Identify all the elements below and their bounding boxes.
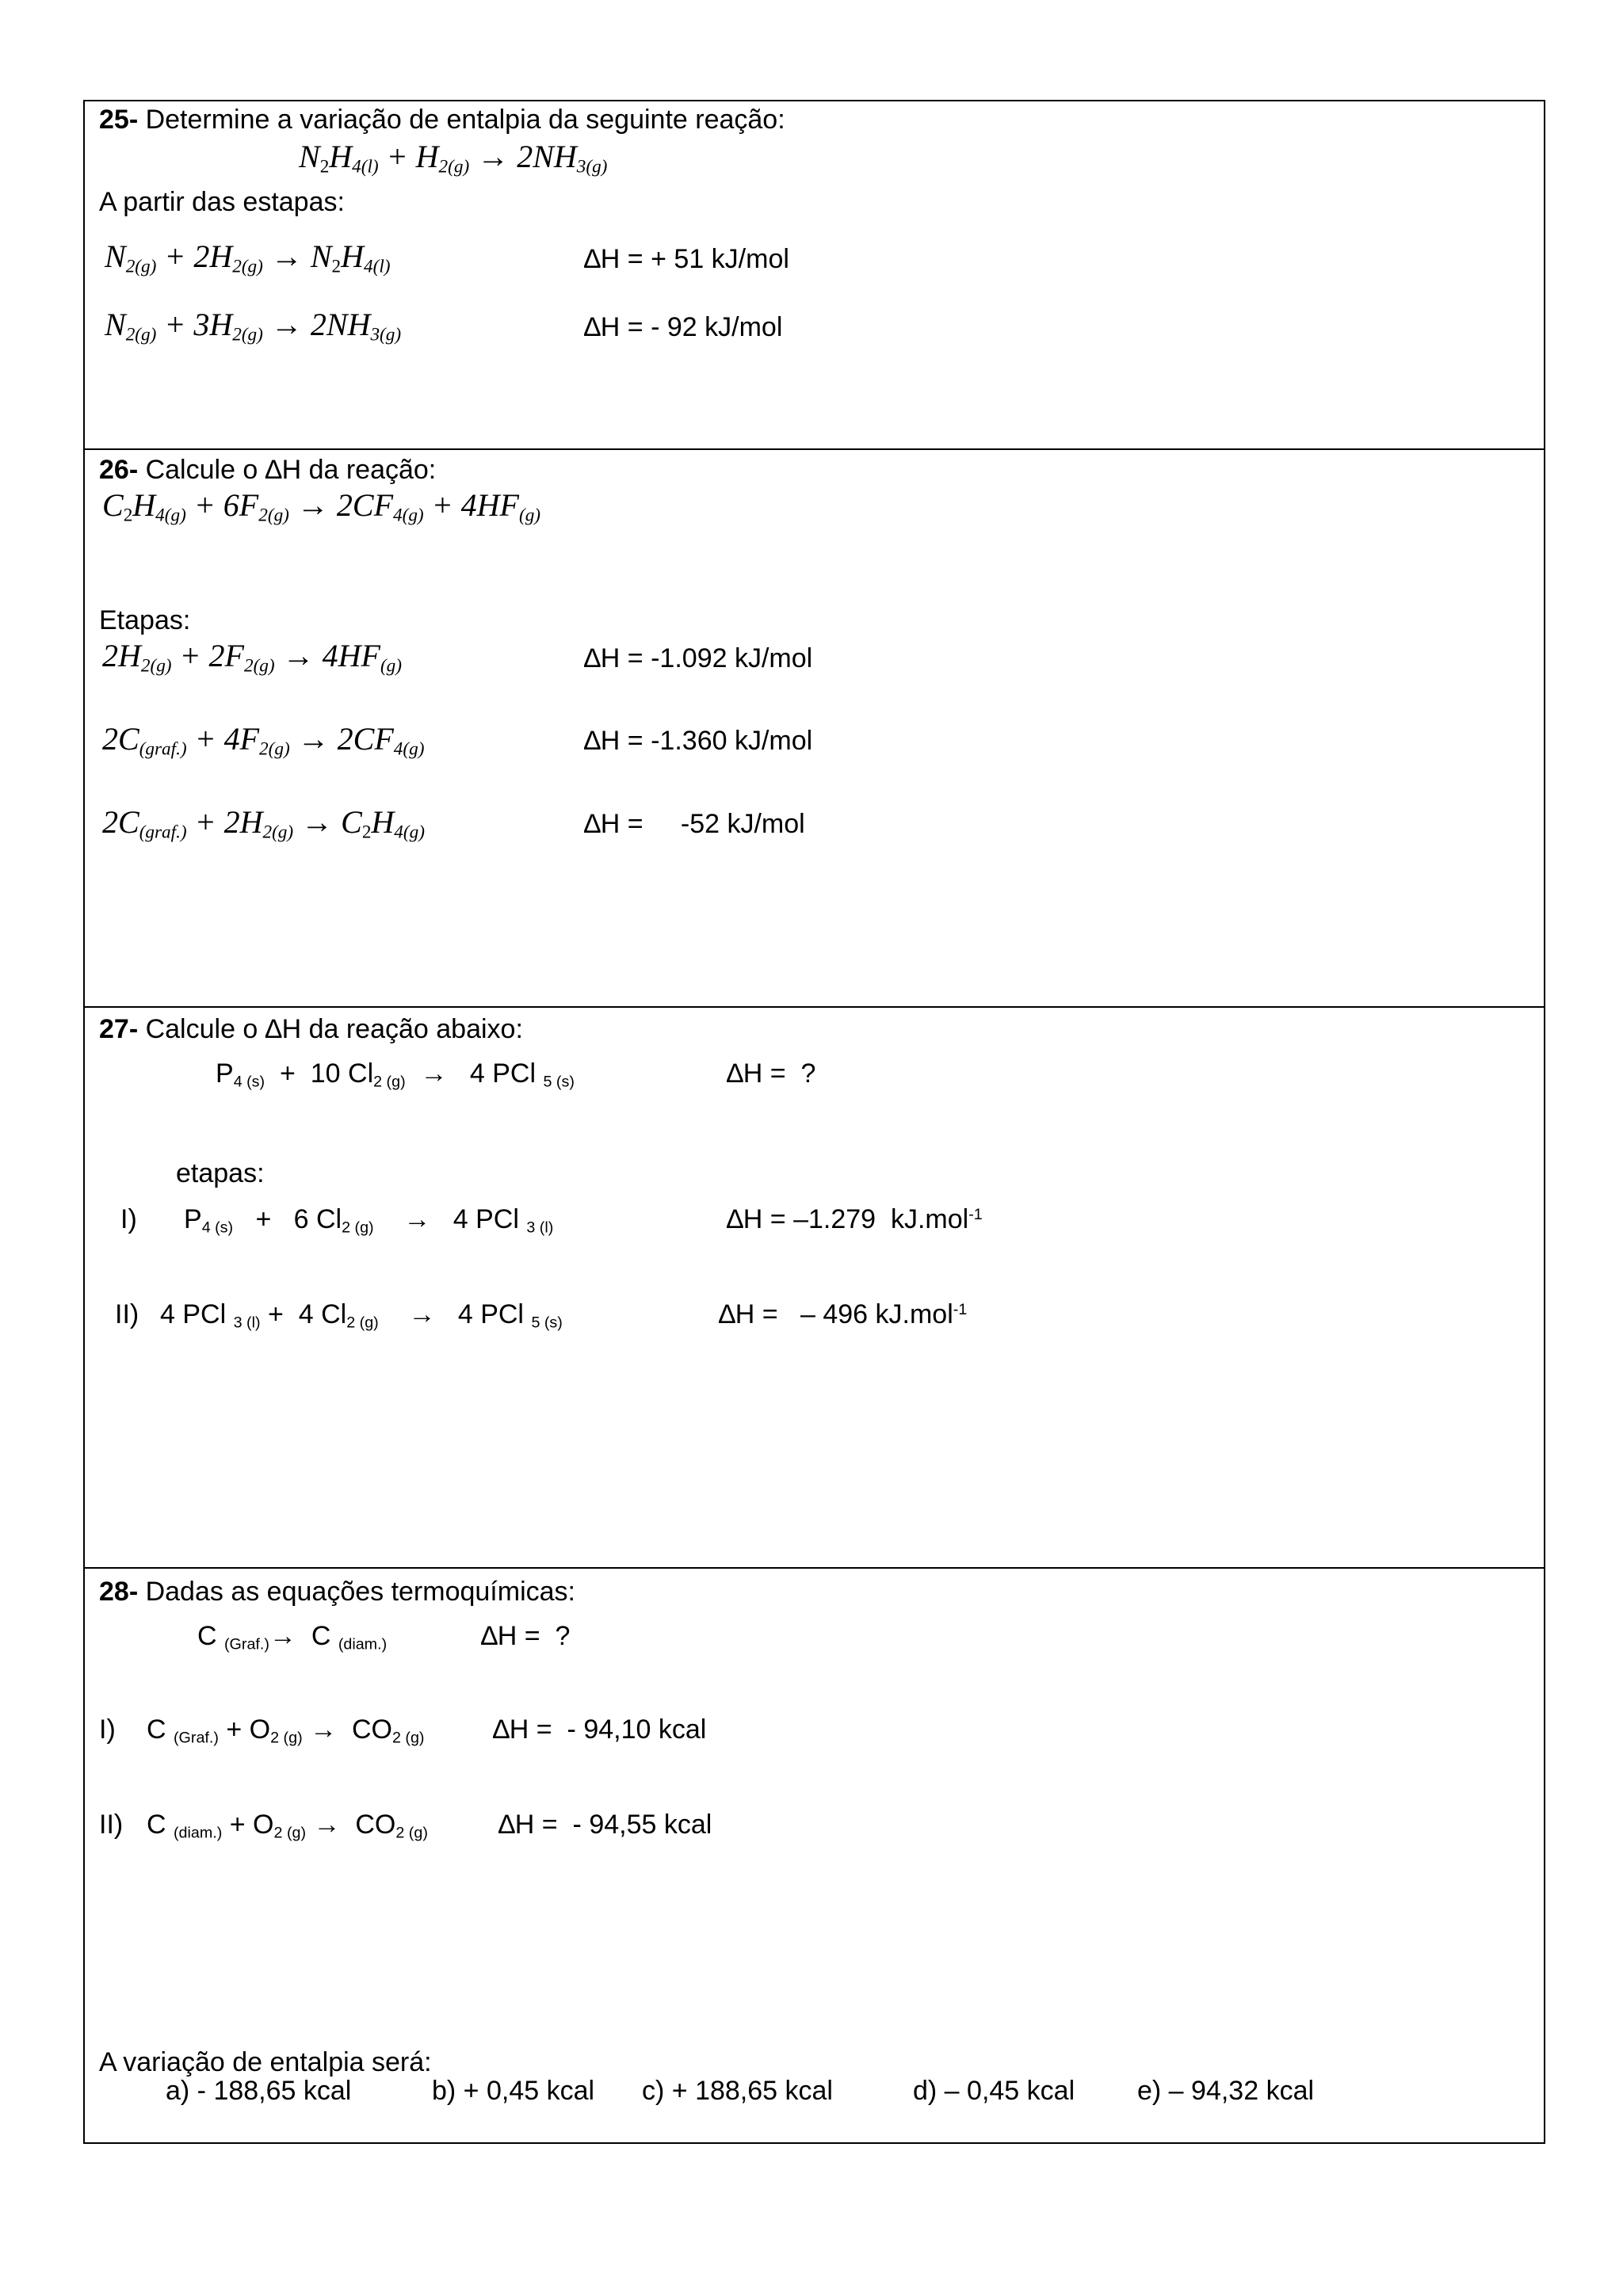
step-reaction: C $_{(diam.)} + O_{2 (g)} \to CO_{2 (g)}$ [147,1810,428,1842]
target-reaction: C $_{(Graf.)}$→ C $_{(diam.)}$ [197,1621,388,1653]
step-label: I) [120,1204,137,1234]
steps-label: etapas: [176,1158,265,1188]
question-prompt: Determine a variação de entalpia da seguinte reação: [145,105,785,135]
target-enthalpy: ∆H = ? [727,1058,816,1089]
step-reaction: $2C_{(graf.)} + 4F_{2(g)} \to 2CF_{4(g)}$ [102,721,425,760]
exercise-sheet [83,100,1545,2144]
question-number: 28- [99,1577,139,1607]
step-enthalpy: ∆H = -1.360 kJ/mol [584,726,813,756]
question-prompt: Dadas as equações termoquímicas: [145,1577,575,1607]
step-enthalpy: ∆H = - 94,55 kcal [498,1810,712,1840]
step-reaction: $N_{2(g)} + 2H_{2(g)} \to N_2H_{4(l)}$ [105,238,391,277]
question-25-box [85,101,1544,450]
option-b[interactable]: b) + 0,45 kcal [432,2076,595,2106]
step-reaction: 4 PCl $_{3 (l)}$ + 4 $Cl_{2 (g)}$ → 4 PCl $_{5 (s)}$ [160,1299,563,1332]
answer-question: A variação de entalpia será: [99,2047,432,2077]
step-enthalpy: ∆H = -1.092 kJ/mol [584,643,813,673]
step-enthalpy: ∆H = –1.279 kJ.mol$^{-1}$ [727,1204,983,1234]
question-number: 26- [99,455,139,485]
step-label: II) [99,1810,124,1840]
steps-label: A partir das estapas: [99,187,345,217]
steps-label: Etapas: [99,605,191,635]
option-c[interactable]: c) + 188,65 kcal [642,2076,833,2106]
step-reaction: $2C_{(graf.)} + 2H_{2(g)} \to C_2H_{4(g)}$ [102,804,425,843]
question-27-header [99,1016,523,1043]
step-reaction: $2H_{2(g)} + 2F_{2(g)} \to 4HF_{(g)}$ [102,638,402,677]
option-d[interactable]: d) – 0,45 kcal [913,2076,1075,2106]
target-reaction: $N_2H_{4(l)} + H_{2(g)} \to 2NH_{3(g)}$ [299,139,608,177]
option-a[interactable]: a) - 188,65 kcal [166,2076,352,2106]
target-enthalpy: ∆H = ? [481,1621,571,1651]
step-enthalpy: ∆H = - 94,10 kcal [493,1714,707,1745]
option-e[interactable]: e) – 94,32 kcal [1137,2076,1315,2106]
question-26-box [85,450,1544,1008]
question-27-box [85,1008,1544,1569]
step-label: II) [115,1299,139,1329]
step-enthalpy: ∆H = -52 kJ/mol [584,809,805,839]
step-reaction: $N_{2(g)} + 3H_{2(g)} \to 2NH_{3(g)}$ [105,307,402,345]
question-25-header [99,106,785,133]
question-28-header [99,1578,575,1605]
question-28-box [85,1569,1544,2145]
target-reaction: $P_{4 (s)} + 10$ $Cl_{2 (g)} \to 4$ PCl $_{5 (s)}$ [216,1058,575,1091]
step-enthalpy: ∆H = + 51 kJ/mol [584,244,789,274]
question-prompt: Calcule o ∆H da reação abaixo: [145,1014,523,1044]
question-prompt: Calcule o ∆H da reação: [145,455,437,485]
step-label: I) [99,1714,116,1745]
question-number: 27- [99,1014,139,1044]
question-number: 25- [99,105,139,135]
target-reaction: $C_2H_{4(g)} + 6F_{2(g)} \to 2CF_{4(g)} + 4HF_{(g)}$ [102,487,541,526]
question-26-header [99,456,436,483]
step-enthalpy: ∆H = - 92 kJ/mol [584,312,783,342]
step-enthalpy: ∆H = – 496 kJ.mol$^{-1}$ [719,1299,968,1329]
step-reaction: C $_{(Graf.)} + O_{2 (g)} \to CO_{2 (g)}$ [147,1714,425,1747]
step-reaction: $P_{4 (s)} + 6$ $Cl_{2 (g)}$ → 4 PCl $_{3 (l)}$ [184,1204,554,1237]
